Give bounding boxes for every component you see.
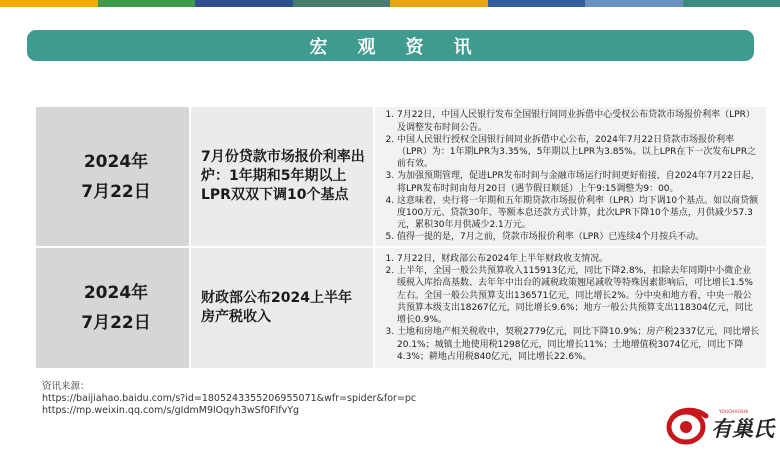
logo-name: 有巢氏 <box>711 413 774 443</box>
source-link[interactable]: https://baijiahao.baidu.com/s?id=1805243355206955071&wfr=spider&for=pc <box>42 393 416 405</box>
banner-title: 宏观资讯 <box>280 33 502 59</box>
top-bar-segment <box>0 0 98 7</box>
news-headline: 财政部公布2024上半年房产税收入 <box>190 247 374 369</box>
news-points-list <box>379 109 760 243</box>
date-text: 2024年 <box>44 278 188 308</box>
news-point: 3. 为加强预期管理，促进LPR发布时间与金融市场运行时间更好衔接，自2024年7月22日起，将LPR发布时间由每月20日（遇节假日顺延）上午9:15调整为9：00。 <box>397 170 760 194</box>
date-text: 7月22日 <box>44 308 188 338</box>
news-details <box>374 247 767 369</box>
logo-mark-icon <box>664 406 710 446</box>
top-bar-segment <box>488 0 586 7</box>
news-details <box>374 106 767 247</box>
section-banner <box>27 30 754 61</box>
logo-tagline: YOUCHAOSHI <box>719 409 749 414</box>
date-text: 2024年 <box>44 147 188 177</box>
top-bar-segment <box>293 0 391 7</box>
source-section <box>42 381 416 417</box>
news-point: 3. 土地和房地产相关税收中，契税2779亿元，同比下降10.9%；房产税2337亿元，同比增长20.1%；城镇土地使用税1298亿元，同比增长11%；土地增值税3074亿元，同比下降4.3%；耕地占用税840亿元，同比增长22.6%。 <box>397 326 760 363</box>
news-point: 5. 值得一提的是，7月之前，贷款市场报价利率（LPR）已连续4个月按兵不动。 <box>397 231 760 243</box>
top-bar-segment <box>683 0 780 7</box>
top-bar-segment <box>585 0 683 7</box>
source-link[interactable]: https://mp.weixin.qq.com/s/gIdmM9lOqyh3wSf0FIfvYg <box>42 405 416 417</box>
top-bar-segment <box>98 0 196 7</box>
news-points-list <box>379 253 760 363</box>
news-point: 2. 中国人民银行授权全国银行间同业拆借中心公布，2024年7月22日贷款市场报价利率（LPR）为：1年期LPR为3.35%，5年期以上LPR为3.85%。以上LPR在下一次发布LPR之前有效。 <box>397 134 760 171</box>
news-date <box>35 106 190 247</box>
news-row <box>35 247 767 369</box>
news-point: 1. 7月22日，财政部公布2024年上半年财政收支情况。 <box>397 253 760 265</box>
news-point: 1. 7月22日，中国人民银行发布全国银行间同业拆借中心受权公布贷款市场报价利率（LPR）及调整发布时间公告。 <box>397 109 760 133</box>
top-bar-segment <box>390 0 488 7</box>
news-point: 2. 上半年，全国一般公共预算收入115913亿元，同比下降2.8%，扣除去年同期中小微企业缓税入库抬高基数、去年年中出台的减税政策翘尾减收等特殊因素影响后，可比增长1.5%左右。全国一般公共预算支出136571亿元，同比增长2%。分中央和地方看，中央一般公共预算本级支出18267亿元，同比增长9.6%；地方一般公共预算支出118304亿元，同比增长0.9%。 <box>397 265 760 326</box>
news-headline: 7月份贷款市场报价利率出炉：1年期和5年期以上LPR双双下调10个基点 <box>190 106 374 247</box>
top-bar-segment <box>195 0 293 7</box>
company-logo <box>664 406 780 446</box>
news-table <box>34 105 768 370</box>
source-label: 资讯来源： <box>42 381 416 393</box>
top-color-bar <box>0 0 780 7</box>
news-date <box>35 247 190 369</box>
news-point: 4. 这意味着，央行将一年期和五年期贷款市场报价利率（LPR）均下调10个基点。如以商贷额度100万元、贷款30年、等额本息还款方式计算，此次LPR下降10个基点，月供减少57.3元，累积30年月供减少2.1万元。 <box>397 195 760 232</box>
date-text: 7月22日 <box>44 177 188 207</box>
news-row <box>35 106 767 247</box>
